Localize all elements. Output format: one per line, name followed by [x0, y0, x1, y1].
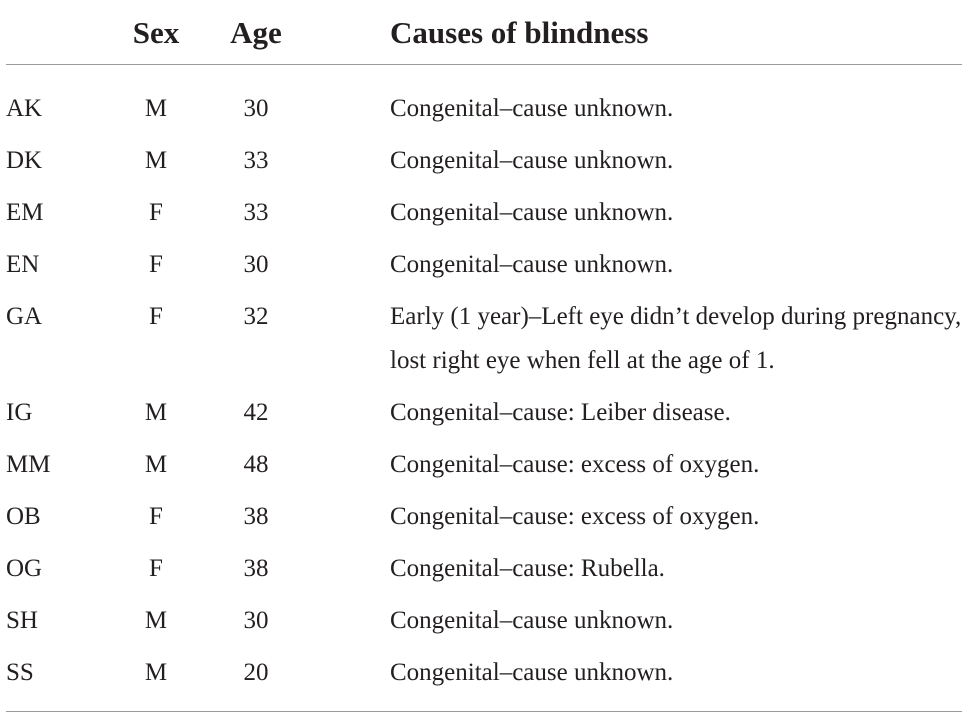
participant-cause: Early (1 year)–Left eye didn’t develop during pregnancy, lost right eye when fell at the age of 1.: [390, 303, 962, 374]
participant-id: DK: [6, 147, 43, 174]
participant-cause: Congenital–cause unknown.: [390, 251, 674, 278]
header-causes-of-blindness: Causes of blindness: [306, 0, 962, 65]
participant-sex: M: [144, 451, 168, 478]
table-header: [6, 0, 962, 65]
participant-cause: Congenital–cause: excess of oxygen.: [390, 451, 760, 478]
header-row: [6, 0, 962, 65]
participant-age: 38: [243, 555, 269, 582]
participant-cause: Congenital–cause unknown.: [390, 147, 674, 174]
table-row: [6, 539, 962, 591]
table-row: [6, 435, 962, 487]
participant-id: OG: [6, 555, 43, 582]
participant-age: 48: [243, 451, 269, 478]
table-row: [6, 131, 962, 183]
participant-id: IG: [6, 399, 33, 426]
participant-age: 38: [243, 503, 269, 530]
participant-cause: Congenital–cause: Rubella.: [390, 555, 665, 582]
participant-sex: M: [106, 643, 206, 712]
participant-id: SS: [6, 643, 106, 712]
participant-sex: F: [149, 303, 163, 330]
participant-sex: F: [149, 555, 163, 582]
table-row: [6, 591, 962, 643]
table-row: [6, 383, 962, 435]
table-row: [6, 65, 962, 132]
participants-table-container: [6, 0, 962, 712]
participant-id: MM: [6, 451, 51, 478]
participant-sex: M: [144, 399, 168, 426]
participant-sex: F: [149, 251, 163, 278]
participant-id: OB: [6, 503, 41, 530]
participant-age: 33: [243, 199, 269, 226]
participant-id: EN: [6, 251, 40, 278]
participant-cause: Congenital–cause: excess of oxygen.: [390, 503, 760, 530]
participant-sex: M: [144, 607, 168, 634]
participant-sex: F: [149, 503, 163, 530]
participant-age: 32: [243, 303, 269, 330]
header-sex: Sex: [106, 0, 206, 65]
participant-sex: M: [144, 95, 168, 122]
participant-cause: Congenital–cause unknown.: [390, 95, 674, 122]
participant-cause: Congenital–cause: Leiber disease.: [390, 399, 731, 426]
participant-id: GA: [6, 303, 43, 330]
participant-age: 20: [206, 643, 306, 712]
participant-id: SH: [6, 607, 38, 634]
participant-age: 33: [243, 147, 269, 174]
table-body: [6, 65, 962, 712]
table-row: [6, 487, 962, 539]
table-row: [6, 235, 962, 287]
participant-cause: Congenital–cause unknown.: [306, 643, 962, 712]
table-row: [6, 643, 962, 712]
participant-id: AK: [6, 95, 43, 122]
header-participant: [6, 0, 106, 65]
participant-cause: Congenital–cause unknown.: [390, 607, 674, 634]
participant-cause: Congenital–cause unknown.: [390, 199, 674, 226]
participant-age: 30: [243, 607, 269, 634]
participant-age: 30: [243, 251, 269, 278]
participant-age: 42: [243, 399, 269, 426]
participants-table: [6, 0, 962, 712]
header-age: Age: [206, 0, 306, 65]
table-row: [6, 287, 962, 383]
participant-sex: F: [149, 199, 163, 226]
participant-age: 30: [243, 95, 269, 122]
participant-id: EM: [6, 199, 44, 226]
participant-sex: M: [144, 147, 168, 174]
table-row: [6, 183, 962, 235]
